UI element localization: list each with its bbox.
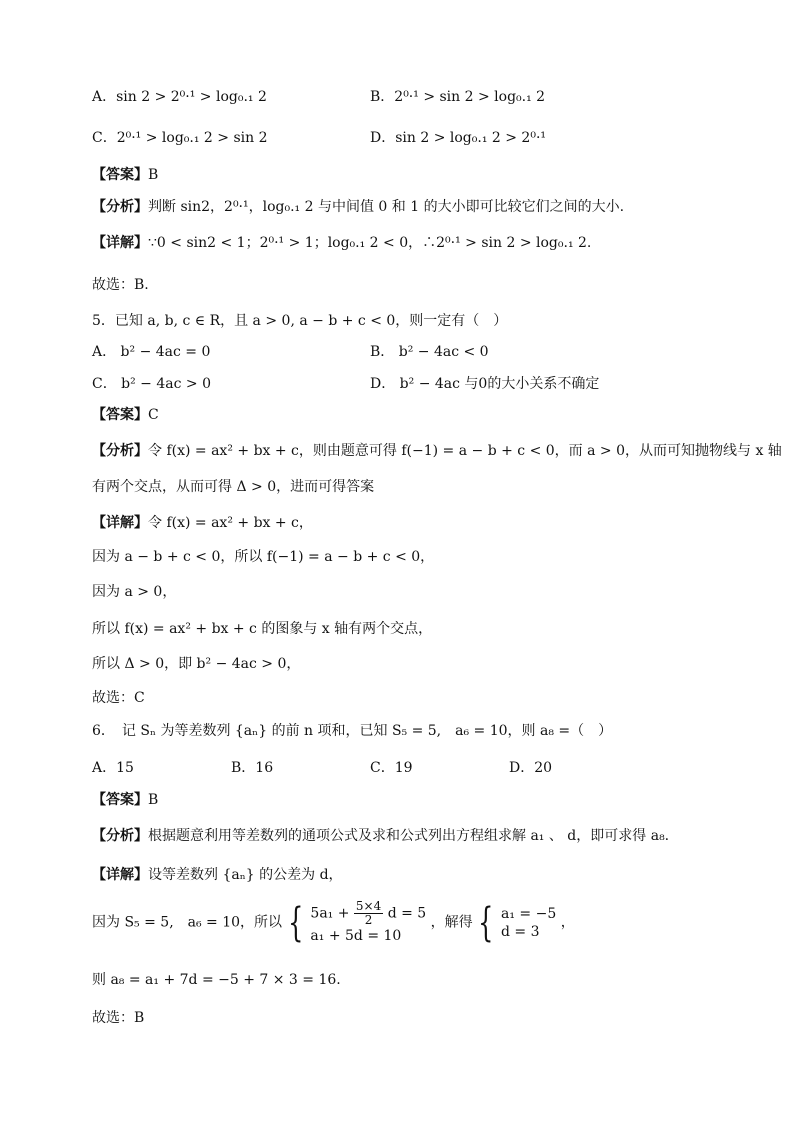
q5-option-a: A． b² − 4ac = 0	[92, 344, 211, 360]
analysis-tag: 【分析】	[92, 828, 148, 844]
q6-detail-2	[92, 900, 575, 945]
fraction	[354, 900, 383, 927]
q5-answer	[92, 406, 159, 424]
q5-option-c: C． b² − 4ac > 0	[92, 376, 211, 392]
q5-detail-2: 因为 a − b + c < 0，所以 f(−1) = a − b + c < 0，	[92, 549, 435, 565]
equation-2: a₁ + 5d = 10	[310, 928, 402, 944]
detail-text: 设等差数列 {aₙ} 的公差为 d，	[148, 867, 343, 883]
q6-option-c: C．19	[370, 760, 413, 776]
answer-value: B	[148, 792, 159, 808]
q6-answer	[92, 791, 158, 809]
solution-system	[477, 899, 557, 946]
q5-detail-3: 因为 a > 0，	[92, 584, 177, 600]
q5-analysis-1	[92, 442, 782, 460]
q4-option-b: B．2⁰·¹ > sin 2 > log₀.₁ 2	[370, 89, 546, 105]
q5-detail-4: 所以 f(x) = ax² + bx + c 的图象与 x 轴有两个交点，	[92, 621, 433, 637]
left-brace-icon: {	[478, 899, 494, 946]
equation-system	[287, 900, 427, 945]
answer-tag: 【答案】	[92, 167, 148, 183]
q6-analysis	[92, 827, 669, 845]
answer-tag: 【答案】	[92, 792, 148, 808]
q6-option-a: A．15	[92, 760, 134, 776]
q5-detail-5: 所以 Δ > 0，即 b² − 4ac > 0，	[92, 656, 301, 672]
eq1-left: 5a₁ +	[310, 905, 350, 922]
q6-stem: 6． 记 Sₙ 为等差数列 {aₙ} 的前 n 项和，已知 S₅ = 5, a₆ = 10，则 a₈ =（ ）	[92, 723, 613, 739]
analysis-text: 判断 sin2，2⁰·¹，log₀.₁ 2 与中间值 0 和 1 的大小即可比较它们之间的大小.	[148, 199, 625, 215]
analysis-tag: 【分析】	[92, 443, 148, 459]
q4-option-d: D．sin 2 > log₀.₁ 2 > 2⁰·¹	[370, 130, 547, 146]
solution-2: d = 3	[501, 923, 540, 940]
q4-choose: 故选：B.	[92, 277, 149, 293]
answer-tag: 【答案】	[92, 407, 148, 423]
left-brace-icon: {	[287, 899, 303, 946]
q6-choose: 故选：B	[92, 1010, 145, 1026]
q5-choose: 故选：C	[92, 690, 145, 706]
q4-detail	[92, 234, 591, 252]
eq1-right: d = 5	[387, 905, 427, 922]
analysis-tag: 【分析】	[92, 199, 148, 215]
detail-tag: 【详解】	[92, 235, 148, 251]
q4-option-c: C．2⁰·¹ > log₀.₁ 2 > sin 2	[92, 130, 268, 146]
q6-option-b: B．16	[231, 760, 274, 776]
q5-option-d: D． b² − 4ac 与0的大小关系不确定	[370, 376, 600, 392]
q5-option-b: B． b² − 4ac < 0	[370, 344, 489, 360]
q5-analysis-2: 有两个交点，从而可得 Δ > 0，进而可得答案	[92, 479, 375, 495]
answer-value: C	[148, 407, 159, 423]
equation-1	[310, 900, 426, 927]
q6-option-d: D．20	[509, 760, 553, 776]
detail-pre: 因为 S₅ = 5, a₆ = 10，所以	[92, 914, 283, 931]
detail-tag: 【详解】	[92, 515, 148, 531]
q4-option-a: A．sin 2 > 2⁰·¹ > log₀.₁ 2	[92, 89, 267, 105]
solution-1: a₁ = −5	[501, 905, 557, 922]
detail-post: ，	[560, 914, 575, 931]
q5-detail-1	[92, 514, 313, 532]
q4-analysis	[92, 198, 624, 216]
q6-detail-3: 则 a₈ = a₁ + 7d = −5 + 7 × 3 = 16.	[92, 972, 341, 988]
fraction-denominator: 2	[364, 913, 373, 927]
q5-stem: 5．已知 a, b, c ∈ R，且 a > 0, a − b + c < 0，则一定有（ ）	[92, 313, 508, 329]
detail-text: 令 f(x) = ax² + bx + c，	[148, 515, 313, 531]
q4-answer	[92, 166, 158, 184]
q6-detail-1	[92, 866, 343, 884]
detail-text: ∵0 < sin2 < 1；2⁰·¹ > 1；log₀.₁ 2 < 0，∴2⁰·¹ > sin 2 > log₀.₁ 2.	[148, 235, 592, 251]
detail-tag: 【详解】	[92, 867, 148, 883]
analysis-text: 根据题意利用等差数列的通项公式及求和公式列出方程组求解 a₁ 、 d，即可求得 a₈.	[148, 828, 670, 844]
detail-mid: ，解得	[430, 914, 473, 931]
fraction-numerator: 5×4	[355, 899, 382, 913]
answer-value: B	[148, 167, 159, 183]
analysis-text: 令 f(x) = ax² + bx + c，则由题意可得 f(−1) = a − b + c < 0，而 a > 0，从而可知抛物线与 x 轴	[148, 443, 782, 459]
